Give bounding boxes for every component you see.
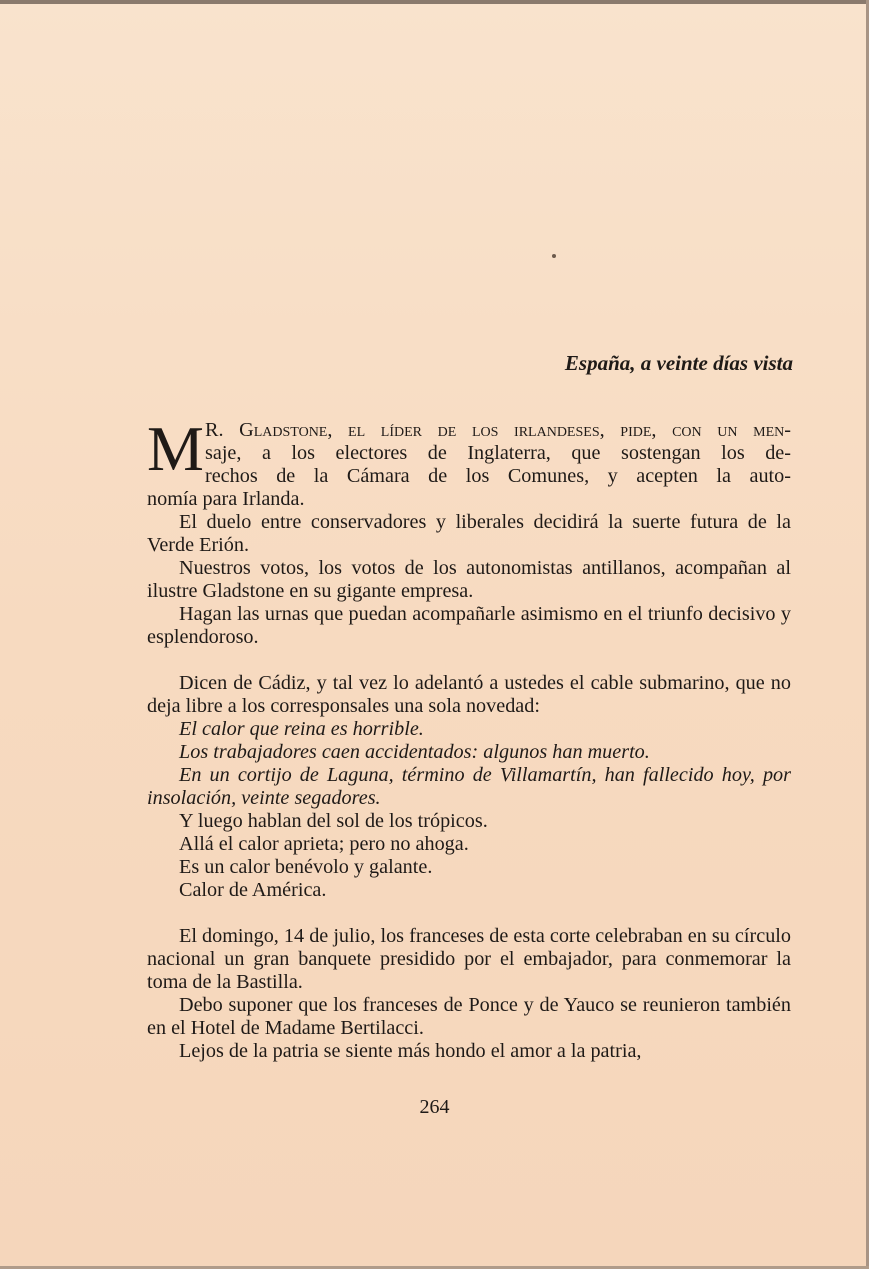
paper-speck xyxy=(552,254,556,258)
opening-line: saje, a los electores de Inglaterra, que sostengan los de- xyxy=(205,442,791,464)
italic-line: En un cortijo de Laguna, término de Villamartín, han fallecido hoy, por insolación, veinte segadores. xyxy=(147,764,791,809)
italic-line: Los trabajadores caen accidentados: algunos han muerto. xyxy=(179,741,650,763)
paragraph: Debo suponer que los franceses de Ponce y de Yauco se reunieron también en el Hotel de Madame Bertilacci. xyxy=(147,994,791,1039)
paragraph: Dicen de Cádiz, y tal vez lo adelantó a ustedes el cable submarino, que no deja libre a los corresponsales una sola novedad: xyxy=(147,672,791,717)
short-line: Y luego hablan del sol de los trópicos. xyxy=(179,810,488,832)
page-number: 264 xyxy=(419,1096,450,1118)
opening-line: R. Gladstone, el líder de los irlandeses, pide, con un men- xyxy=(205,419,791,441)
opening-line: rechos de la Cámara de los Comunes, y acepten la auto- xyxy=(205,465,791,487)
short-line: Calor de América. xyxy=(179,879,327,901)
running-header: España, a veinte días vista xyxy=(564,351,793,375)
drop-cap: M xyxy=(147,413,204,484)
section-gap xyxy=(147,902,791,925)
opening-line: nomía para Irlanda. xyxy=(147,488,305,510)
paragraph: Lejos de la patria se siente más hondo el amor a la patria, xyxy=(179,1040,642,1062)
short-line: Es un calor benévolo y galante. xyxy=(179,856,433,878)
paragraph: Hagan las urnas que puedan acompañarle asimismo en el triunfo decisivo y esplendoroso. xyxy=(147,603,791,648)
short-line: Allá el calor aprieta; pero no ahoga. xyxy=(179,833,469,855)
section-gap xyxy=(147,649,791,672)
paragraph: El duelo entre conservadores y liberales decidirá la suerte futura de la Verde Erión. xyxy=(147,511,791,556)
body-text xyxy=(147,413,791,1063)
paragraph: Nuestros votos, los votos de los autonomistas antillanos, acompañan al ilustre Gladstone en su gigante empresa. xyxy=(147,557,791,602)
page-top-edge xyxy=(0,0,869,4)
paragraph: El domingo, 14 de julio, los franceses de esta corte celebraban en su círculo nacional un gran banquete presidido por el embajador, para conmemorar la toma de la Bastilla. xyxy=(147,925,791,993)
italic-line: El calor que reina es horrible. xyxy=(179,718,424,740)
opening-paragraph xyxy=(147,413,791,511)
